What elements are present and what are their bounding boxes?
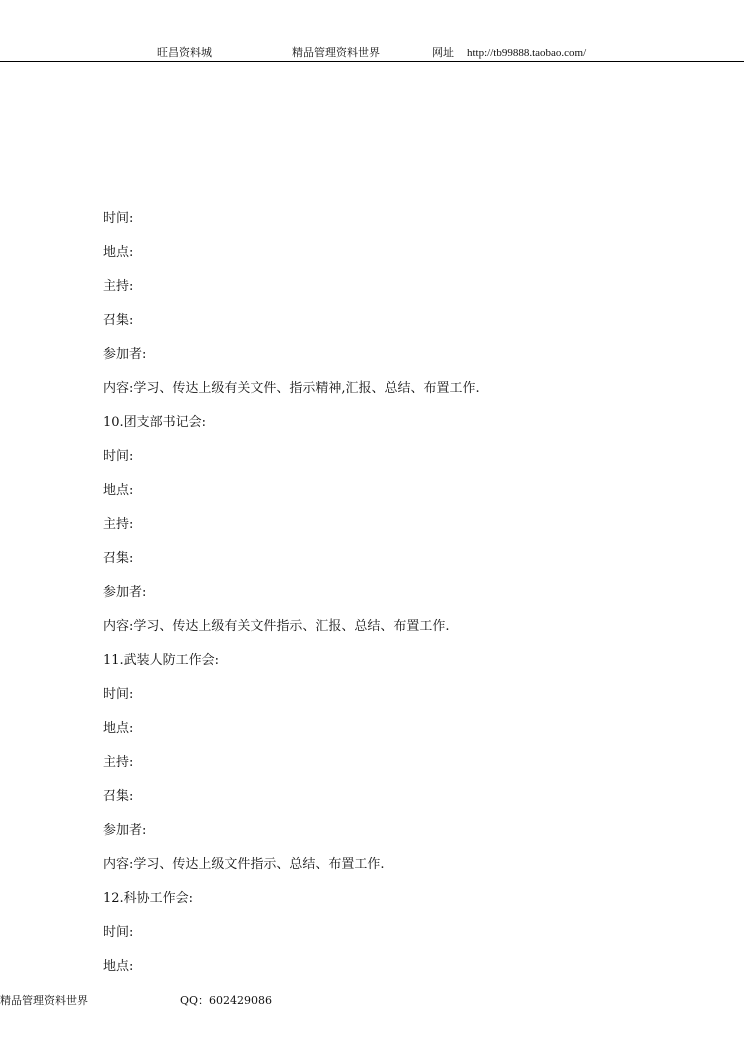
text-line: 主持: [103,279,134,294]
text-line: 召集: [103,551,134,566]
document-body [103,210,703,992]
header-url-label: 网址 [432,46,454,59]
text-line: 地点: [103,483,134,498]
section-heading: 12.科协工作会: [103,891,194,906]
page-header [0,0,744,62]
text-line: 内容:学习、传达上级文件指示、总结、布置工作. [103,857,385,872]
text-line: 参加者: [103,585,147,600]
header-site-name: 精品管理资料世界 [292,46,380,59]
text-line: 地点: [103,959,134,974]
header-divider [0,61,744,62]
text-line: 时间: [103,687,134,702]
text-line: 时间: [103,449,134,464]
section-heading: 10.团支部书记会: [103,415,207,430]
text-line: 时间: [103,211,134,226]
text-line: 召集: [103,313,134,328]
text-line: 内容:学习、传达上级有关文件指示、汇报、总结、布置工作. [103,619,450,634]
text-line: 内容:学习、传达上级有关文件、指示精神,汇报、总结、布置工作. [103,381,480,396]
text-line: 召集: [103,789,134,804]
text-line: 时间: [103,925,134,940]
section-heading: 11.武装人防工作会: [103,653,220,668]
text-line: 地点: [103,245,134,260]
text-line: 参加者: [103,347,147,362]
footer-qq: QQ：602429086 [180,994,273,1007]
text-line: 主持: [103,755,134,770]
page-footer [0,994,744,1010]
header-url-link[interactable]: http://tb99888.taobao.com/ [467,47,587,59]
text-line: 地点: [103,721,134,736]
text-line: 参加者: [103,823,147,838]
header-shop-name: 旺昌资料城 [157,46,212,59]
text-line: 主持: [103,517,134,532]
footer-site-name: 精品管理资料世界 [0,994,88,1007]
